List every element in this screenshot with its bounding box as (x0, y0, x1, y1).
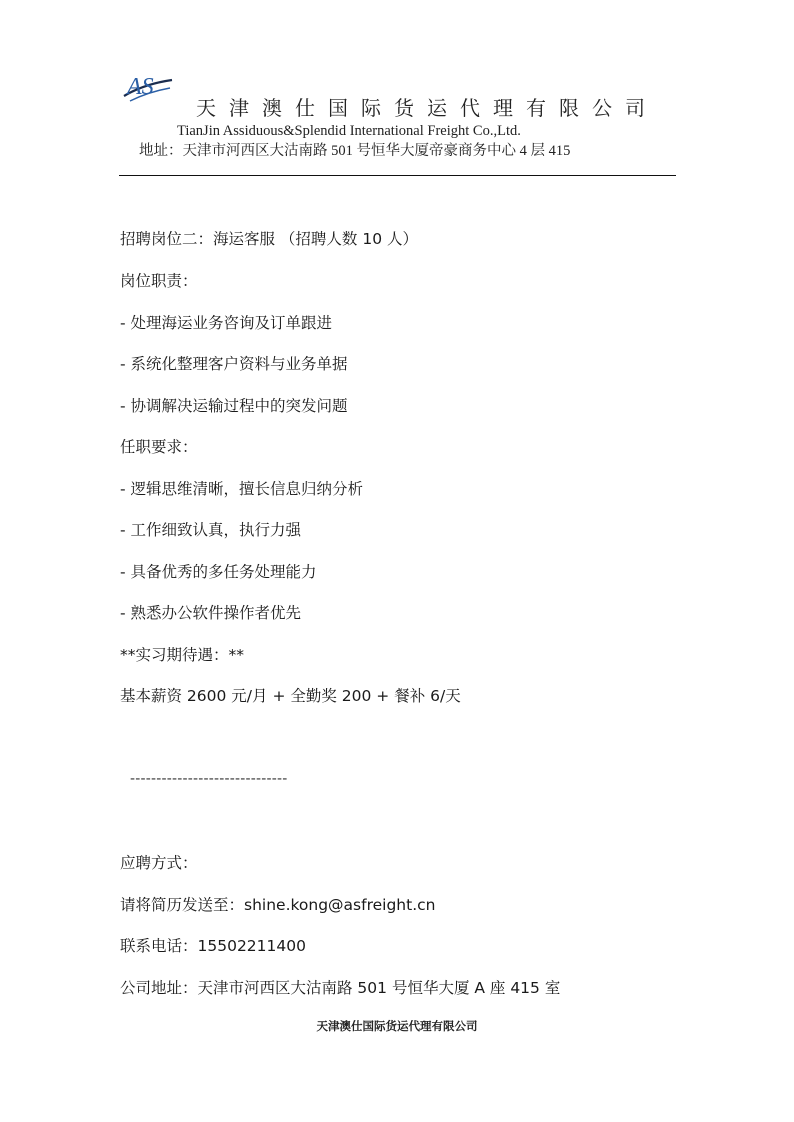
application-heading: 应聘方式： (120, 854, 198, 872)
requirement-item: - 熟悉办公软件操作者优先 (120, 604, 302, 622)
section-separator: ------------------------------ (130, 771, 288, 787)
requirement-item: - 工作细致认真，执行力强 (120, 521, 302, 539)
duty-item: - 处理海运业务咨询及订单跟进 (120, 314, 333, 332)
job-title: 招聘岗位二：海运客服 （招聘人数 10 人） (120, 230, 419, 248)
duties-heading: 岗位职责： (120, 272, 198, 290)
application-address: 公司地址：天津市河西区大沽南路 501 号恒华大厦 A 座 415 室 (120, 979, 561, 997)
application-phone: 联系电话：15502211400 (120, 937, 306, 955)
company-name-cn: 天津澳仕国际货运代理有限公司 (196, 96, 658, 120)
requirement-item: - 具备优秀的多任务处理能力 (120, 563, 317, 581)
benefits-text: 基本薪资 2600 元/月 + 全勤奖 200 + 餐补 6/天 (120, 687, 461, 705)
duty-item: - 系统化整理客户资料与业务单据 (120, 355, 348, 373)
company-address: 地址：天津市河西区大沽南路 501 号恒华大厦帝豪商务中心 4 层 415 (139, 143, 571, 159)
requirements-heading: 任职要求： (120, 438, 198, 456)
requirement-item: - 逻辑思维清晰，擅长信息归纳分析 (120, 480, 364, 498)
company-name-en: TianJin Assiduous&Splendid International Freight Co.,Ltd. (177, 123, 521, 139)
application-email: 请将简历发送至：shine.kong@asfreight.cn (120, 896, 436, 914)
benefits-heading: **实习期待遇：** (120, 646, 245, 664)
logo-text: AS (127, 74, 154, 100)
company-logo (120, 70, 176, 106)
duty-item: - 协调解决运输过程中的突发问题 (120, 397, 348, 415)
header-divider (119, 175, 676, 176)
page-footer: 天津澳仕国际货运代理有限公司 (316, 1019, 478, 1033)
